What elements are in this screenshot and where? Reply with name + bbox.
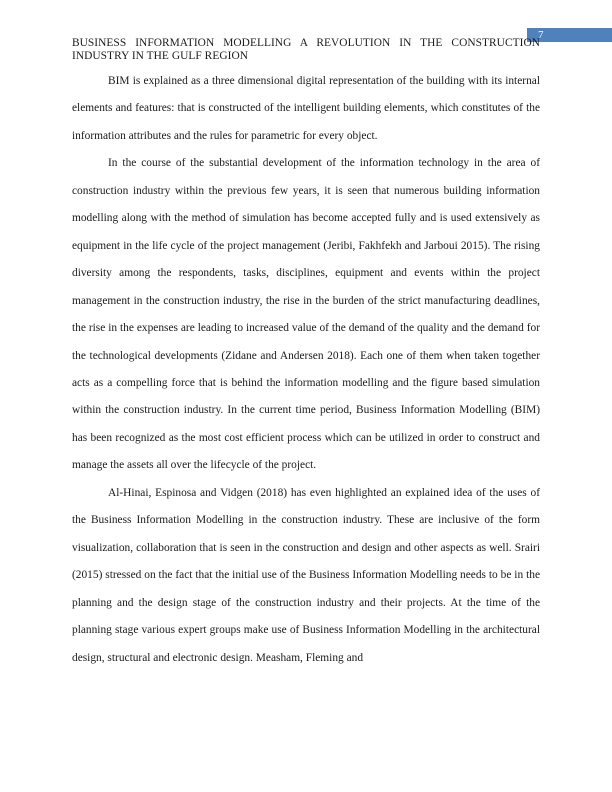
paragraph: BIM is explained as a three dimensional digital representation of the building with its internal elements and features: that is constructed of the intelligent building elements, which constitutes of the information attributes and the rules for parametric for every object. [72,75,540,142]
page-number: 7 [538,29,544,41]
running-head: BUSINESS INFORMATION MODELLING A REVOLUTION IN THE CONSTRUCTION INDUSTRY IN THE GULF REGION [72,37,540,62]
paragraph: Al-Hinai, Espinosa and Vidgen (2018) has even highlighted an explained idea of the uses of the Business Information Modelling in the construction industry. These are inclusive of the form visualization, collaboration that is seen in the construction and design and other aspects as well. Srairi (2015) stressed on the fact that the initial use of the Business Information Modelling needs to be in the planning and the design stage of the construction industry and their projects. At the time of the planning stage various expert groups make use of Business Information Modelling in the architectural design, structural and electronic design. Measham, Fleming and [72,486,540,664]
body-text [72,68,540,672]
paragraph: In the course of the substantial development of the information technology in the area of construction industry within the previous few years, it is seen that numerous building information modelling along with the method of simulation has become accepted fully and is used extensively as equipment in the life cycle of the project management (Jeribi, Fakhfekh and Jarboui 2015). The rising diversity among the respondents, tasks, disciplines, equipment and events within the project management in the construction industry, the rise in the burden of the strict manufacturing deadlines, the rise in the expenses are leading to increased value of the demand of the quality and the demand for the technological developments (Zidane and Andersen 2018). Each one of them when taken together acts as a compelling force that is behind the information modelling and the figure based simulation within the construction industry. In the current time period, Business Information Modelling (BIM) has been recognized as the most cost efficient process which can be utilized in order to construct and manage the assets all over the lifecycle of the project. [72,157,540,472]
